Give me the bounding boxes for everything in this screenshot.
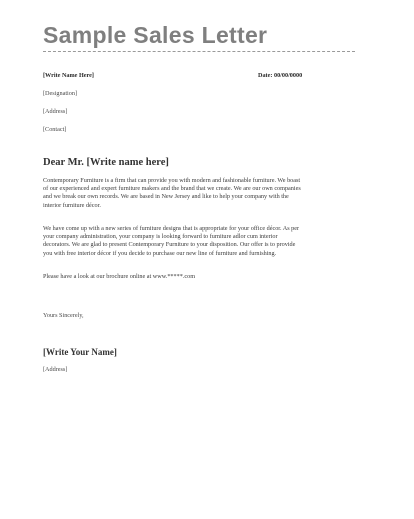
sender-name: [Write Name Here] (43, 72, 94, 79)
letter-date: Date: 00/00/0000 (258, 72, 303, 79)
closing: Yours Sincerely, (43, 312, 84, 319)
paragraph-line: and we break our own records. We are based in New Jersey and like to help your company with the (43, 193, 289, 201)
document-title: Sample Sales Letter (43, 22, 268, 48)
paragraph-line: interior furniture décor. (43, 201, 101, 209)
sender-contact: [Contact] (43, 126, 67, 133)
signature-address: [Address] (43, 366, 68, 373)
paragraph-intro (43, 177, 361, 210)
signature-name: [Write Your Name] (43, 347, 117, 357)
paragraph-offer (43, 225, 361, 258)
brochure-text: Please have a look at our brochure online at www.*****.com (43, 273, 196, 280)
title-divider (43, 51, 355, 52)
sender-designation: [Designation] (43, 90, 78, 97)
paragraph-line: Contemporary Furniture is a firm that can provide you with modern and fashionable furniture. We boast (43, 177, 301, 184)
salutation: Dear Mr. [Write name here] (43, 157, 169, 168)
paragraph-line: of our experienced and expert furniture makers and the brand that we create. We are our own companies (43, 185, 301, 193)
sender-address: [Address] (43, 108, 68, 115)
paragraph-line: We have come up with a new series of furniture designs that is appropriate for your office décor. As per (43, 225, 300, 232)
paragraph-line: you with free interior décor if you decide to purchase our new line of furniture and furnishing. (43, 249, 277, 257)
paragraph-line: your company administration, your company is looking forward to furniture adlor cum interior (43, 233, 278, 241)
paragraph-line: decorators. We are glad to present Contemporary Furniture to your disposition. Our offer is to provide (43, 241, 296, 249)
paragraph-brochure (43, 273, 361, 281)
